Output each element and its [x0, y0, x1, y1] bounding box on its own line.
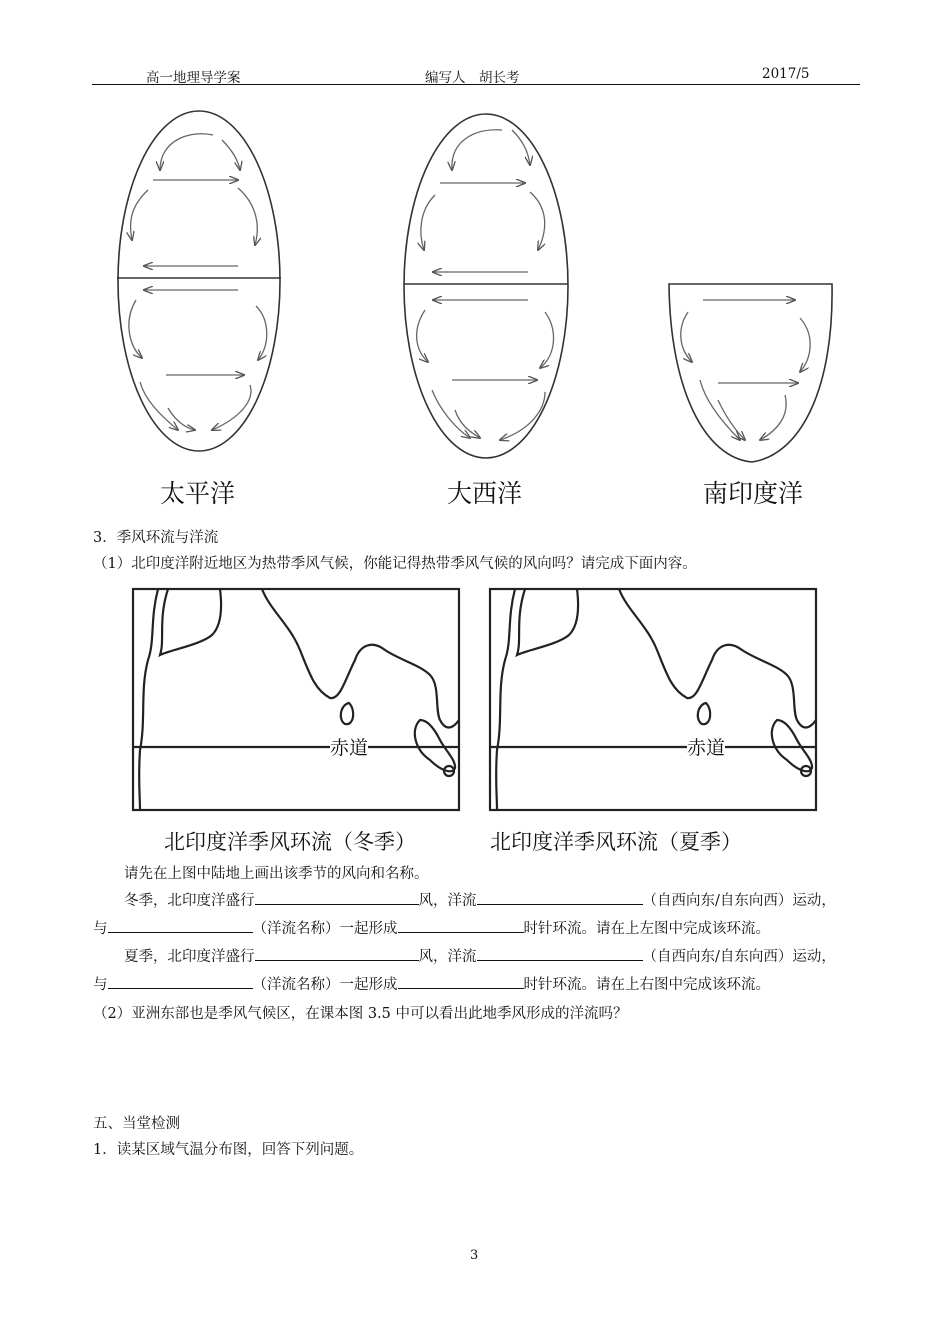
atlantic-outline [404, 114, 568, 458]
summer-text-c: （自西向东/自东向西）运动， [642, 949, 836, 965]
summer-direction-blank[interactable] [477, 946, 643, 961]
section3-title: 3．季风环流与洋流 [93, 530, 219, 546]
page-number: 3 [470, 1248, 479, 1263]
summer-wind-blank[interactable] [255, 946, 419, 961]
ocean-current-diagram [0, 0, 950, 520]
section5-question1: 1．读某区域气温分布图，回答下列问题。 [93, 1142, 364, 1158]
summer-rotation-blank[interactable] [398, 974, 524, 989]
winter-wind-blank[interactable] [255, 890, 419, 905]
summer-line-2 [93, 973, 770, 994]
header-author: 编写人 胡长考 [425, 70, 520, 86]
winter-text-f: 时针环流。请在上左图中完成该环流。 [523, 921, 770, 937]
winter-direction-blank[interactable] [477, 890, 643, 905]
label-south-indian: 南印度洋 [703, 479, 804, 508]
winter-current-blank[interactable] [108, 918, 253, 933]
summer-text-d: 与 [93, 977, 108, 993]
section5-title: 五、当堂检测 [93, 1116, 180, 1132]
map-caption-winter: 北印度洋季风环流（冬季） [164, 830, 416, 854]
map-winter [133, 589, 459, 810]
map-instruction: 请先在上图中陆地上画出该季节的风向和名称。 [124, 866, 429, 882]
winter-rotation-blank[interactable] [398, 918, 524, 933]
label-atlantic: 大西洋 [447, 479, 523, 508]
winter-line-1 [124, 889, 836, 910]
label-pacific: 太平洋 [160, 479, 236, 508]
header-course-title: 高一地理导学案 [146, 70, 241, 86]
section3-question2: （2）亚洲东部也是季风气候区，在课本图 3.5 中可以看出此地季风形成的洋流吗？ [93, 1006, 628, 1022]
winter-text-a: 冬季，北印度洋盛行 [124, 893, 255, 909]
south-indian-outline [669, 284, 832, 462]
map-caption-summer: 北印度洋季风环流（夏季） [490, 830, 742, 854]
north-indian-ocean-maps [0, 580, 950, 820]
header-date: 2017/5 [762, 66, 810, 82]
winter-text-b: 风，洋流 [418, 893, 477, 909]
map-summer [490, 589, 816, 810]
winter-text-d: 与 [93, 921, 108, 937]
summer-current-blank[interactable] [108, 974, 253, 989]
summer-line-1 [124, 945, 836, 966]
pacific-outline [118, 111, 280, 451]
summer-text-a: 夏季，北印度洋盛行 [124, 949, 255, 965]
winter-text-c: （自西向东/自东向西）运动， [642, 893, 836, 909]
summer-text-b: 风，洋流 [418, 949, 477, 965]
summer-text-e: （洋流名称）一起形成 [252, 977, 398, 993]
summer-text-f: 时针环流。请在上右图中完成该环流。 [523, 977, 770, 993]
winter-line-2 [93, 917, 770, 938]
equator-label-summer: 赤道 [687, 733, 725, 760]
section3-question1: （1）北印度洋附近地区为热带季风气候，你能记得热带季风气候的风向吗？请完成下面内容。 [93, 556, 697, 572]
winter-text-e: （洋流名称）一起形成 [252, 921, 398, 937]
equator-label-winter: 赤道 [330, 733, 368, 760]
